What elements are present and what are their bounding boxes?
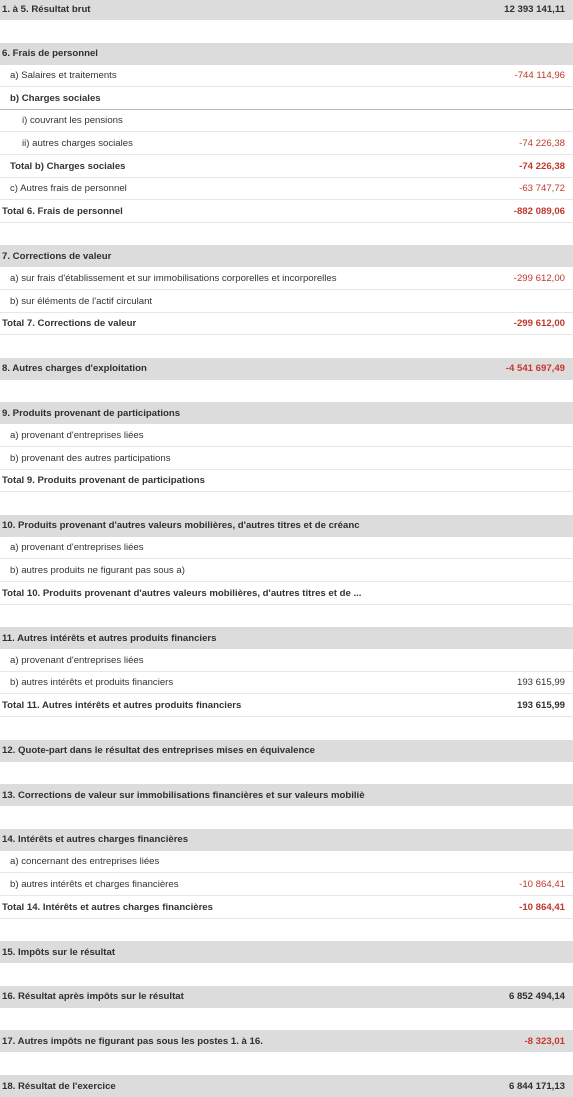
section-header [0,1075,573,1097]
row-label: Total 7. Corrections de valeur [0,318,506,329]
row-value: -299 612,00 [506,318,573,329]
section-header [0,358,573,380]
row-label: i) couvrant les pensions [0,115,557,126]
row-label: Total 6. Frais de personnel [0,206,506,217]
row-label: Total 9. Produits provenant de participations [0,475,557,486]
row-value: -10 864,41 [511,879,573,890]
row-label: 11. Autres intérêts et autres produits financiers [0,633,557,644]
row-label: a) provenant d'entreprises liées [0,430,557,441]
row-label: 9. Produits provenant de participations [0,408,557,419]
row-label: 10. Produits provenant d'autres valeurs mobilières, d'autres titres et de créanc [0,520,557,531]
total-row [0,313,573,335]
section-header [0,829,573,851]
row-label: b) autres intérêts et produits financiers [0,677,509,688]
row-label: 15. Impôts sur le résultat [0,947,557,958]
line-item [0,65,573,87]
row-value: -74 226,38 [511,161,573,172]
row-value: 6 852 494,14 [501,991,573,1002]
section-header [0,740,573,762]
row-label: a) provenant d'entreprises liées [0,542,557,553]
row-label: 16. Résultat après impôts sur le résultat [0,991,501,1002]
line-item [0,672,573,694]
row-value: 193 615,99 [509,677,573,688]
row-label: 13. Corrections de valeur sur immobilisations financières et sur valeurs mobiliè [0,790,557,801]
section-header [0,0,573,20]
line-item [0,650,573,672]
row-label: 12. Quote-part dans le résultat des entreprises mises en équivalence [0,745,557,756]
row-label: Total 14. Intérêts et autres charges financières [0,902,511,913]
row-label: Total 11. Autres intérêts et autres produits financiers [0,700,509,711]
line-item [0,851,573,873]
row-label: b) autres produits ne figurant pas sous a) [0,565,557,576]
line-item [0,291,573,313]
row-value: -744 114,96 [507,70,573,81]
total-row [0,470,573,492]
section-header [0,245,573,267]
row-label: 14. Intérêts et autres charges financières [0,834,557,845]
row-value: -882 089,06 [506,206,573,217]
line-item [0,425,573,447]
section-header [0,402,573,424]
row-label: a) concernant des entreprises liées [0,856,557,867]
row-label: b) provenant des autres participations [0,453,557,464]
row-label: ii) autres charges sociales [0,138,511,149]
line-item [0,874,573,896]
section-header [0,1030,573,1052]
row-value: 6 844 171,13 [501,1081,573,1092]
line-item [0,133,573,155]
row-value: 193 615,99 [509,700,573,711]
line-item [0,268,573,290]
row-label: a) provenant d'entreprises liées [0,655,557,666]
row-label: 7. Corrections de valeur [0,251,557,262]
line-item [0,537,573,559]
line-item [0,178,573,200]
row-label: 6. Frais de personnel [0,48,557,59]
total-row [0,897,573,919]
row-label: a) sur frais d'établissement et sur immobilisations corporelles et incorporelles [0,273,506,284]
row-value: -8 323,01 [516,1036,573,1047]
total-row [0,201,573,223]
section-header [0,43,573,65]
line-item [0,560,573,582]
total-row [0,156,573,178]
row-value: -299 612,00 [506,273,573,284]
section-header [0,986,573,1008]
row-label: 8. Autres charges d'exploitation [0,363,498,374]
row-value: -63 747,72 [511,183,573,194]
row-label: 18. Résultat de l'exercice [0,1081,501,1092]
section-header [0,515,573,537]
section-header [0,941,573,963]
section-header [0,784,573,806]
line-item [0,110,573,132]
line-item [0,88,573,110]
row-value: 12 393 141,11 [496,4,573,15]
row-label: c) Autres frais de personnel [0,183,511,194]
line-item [0,448,573,470]
row-label: b) sur éléments de l'actif circulant [0,296,557,307]
row-label: 1. à 5. Résultat brut [0,4,496,15]
row-label: Total 10. Produits provenant d'autres valeurs mobilières, d'autres titres et de ... [0,588,557,599]
row-label: Total b) Charges sociales [0,161,511,172]
row-label: b) autres intérêts et charges financières [0,879,511,890]
row-label: 17. Autres impôts ne figurant pas sous les postes 1. à 16. [0,1036,516,1047]
total-row [0,583,573,605]
row-value: -10 864,41 [511,902,573,913]
row-value: -74 226,38 [511,138,573,149]
section-header [0,627,573,649]
row-label: b) Charges sociales [0,93,557,104]
row-value: -4 541 697,49 [498,363,573,374]
total-row [0,695,573,717]
row-label: a) Salaires et traitements [0,70,507,81]
